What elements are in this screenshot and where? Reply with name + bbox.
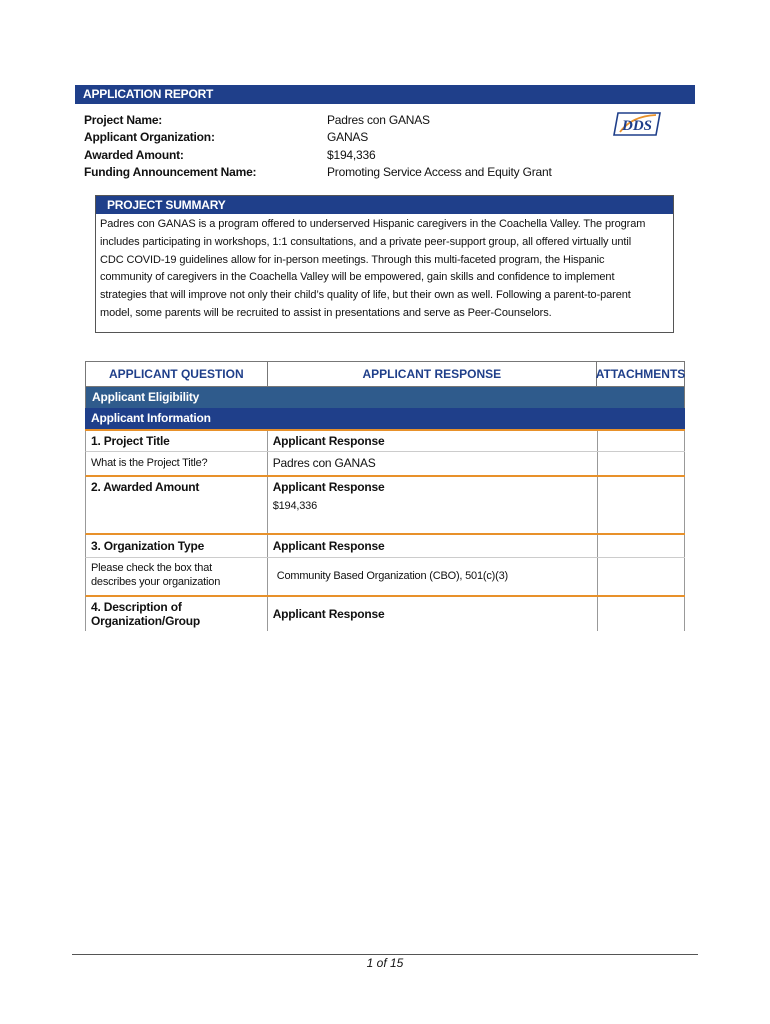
info-row-applicant-organization: [84, 129, 554, 147]
header-question: APPLICANT QUESTION: [86, 362, 268, 386]
attachment-cell: [598, 597, 685, 631]
question-text-line: describes your organization: [91, 576, 221, 588]
question-title-line: Organization/Group: [91, 614, 201, 628]
table-row: [85, 558, 685, 597]
response-text: Community Based Organization (CBO), 501(c)(3): [268, 558, 598, 595]
info-value: $194,336: [327, 147, 376, 162]
attachment-cell: [598, 498, 685, 533]
attachment-cell: [598, 452, 685, 475]
page-number: 1 of 15: [366, 956, 404, 970]
attachment-cell: [598, 558, 685, 595]
response-title: Applicant Response: [268, 477, 598, 498]
summary-line: strategies that will improve not only their child’s quality of life, but their own as well. Following a parent-to-parent: [100, 289, 631, 302]
table-row: [85, 535, 685, 558]
header-response: APPLICANT RESPONSE: [268, 362, 597, 386]
attachment-cell: [598, 431, 685, 451]
info-value: GANAS: [327, 130, 369, 145]
attachment-cell: [598, 535, 685, 557]
question-text: [86, 498, 268, 533]
summary-text: [96, 214, 673, 323]
question-text-line: Please check the box that: [91, 562, 212, 574]
info-row-funding-announcement: [84, 164, 554, 182]
header-attachments: ATTACHMENTS: [595, 367, 686, 381]
response-title: Applicant Response: [268, 597, 598, 631]
info-label: Applicant Organization:: [84, 130, 215, 145]
info-label: Project Name:: [84, 112, 163, 127]
question-text: What is the Project Title?: [86, 452, 268, 475]
info-row-project-name: [84, 111, 554, 129]
applicant-table: [85, 361, 685, 631]
logo-text: DDS: [621, 118, 653, 134]
table-row: [85, 452, 685, 477]
report-title-bar: APPLICATION REPORT: [75, 85, 695, 104]
summary-heading: PROJECT SUMMARY: [96, 196, 673, 214]
question-title: 2. Awarded Amount: [86, 477, 268, 498]
response-text: Padres con GANAS: [268, 452, 598, 475]
summary-line: Padres con GANAS is a program offered to underserved Hispanic caregivers in the Coachella Valley. The program: [100, 218, 646, 230]
project-info: [84, 111, 554, 181]
table-row: [85, 431, 685, 452]
table-header: [85, 361, 685, 387]
response-title: Applicant Response: [268, 431, 598, 451]
question-text: [86, 558, 268, 595]
attachment-cell: [598, 477, 685, 498]
table-row: [85, 597, 685, 631]
project-summary: [95, 195, 674, 333]
info-label: Funding Announcement Name:: [84, 165, 257, 180]
dds-logo: [612, 110, 662, 138]
question-title: 1. Project Title: [86, 431, 268, 451]
summary-line: CDC COVID-19 guidelines allow for in-person meetings. Through this multi-faceted program, the Hispanic: [100, 253, 605, 266]
info-value: Padres con GANAS: [327, 112, 430, 127]
table-row: [85, 477, 685, 498]
section-applicant-eligibility: Applicant Eligibility: [85, 387, 685, 408]
summary-line: model, some parents will be recruited to assist in presentations and serve as Peer-Counselors.: [100, 306, 552, 319]
response-title: Applicant Response: [268, 535, 598, 557]
question-title-line: 4. Description of: [91, 600, 182, 614]
summary-line: community of caregivers in the Coachella Valley will be empowered, gain skills and confidence to implement: [100, 271, 615, 284]
response-text: $194,336: [268, 498, 598, 533]
question-title: 3. Organization Type: [86, 535, 268, 557]
table-row: [85, 498, 685, 535]
section-applicant-information: Applicant Information: [85, 408, 685, 431]
footer-rule: [72, 954, 698, 955]
question-title: [86, 597, 268, 631]
info-value: Promoting Service Access and Equity Grant: [327, 165, 552, 180]
summary-line: includes participating in workshops, 1:1 consultations, and a private peer-support group, all offered virtually until: [100, 235, 632, 248]
info-label: Awarded Amount:: [84, 147, 184, 162]
info-row-awarded-amount: [84, 146, 554, 164]
